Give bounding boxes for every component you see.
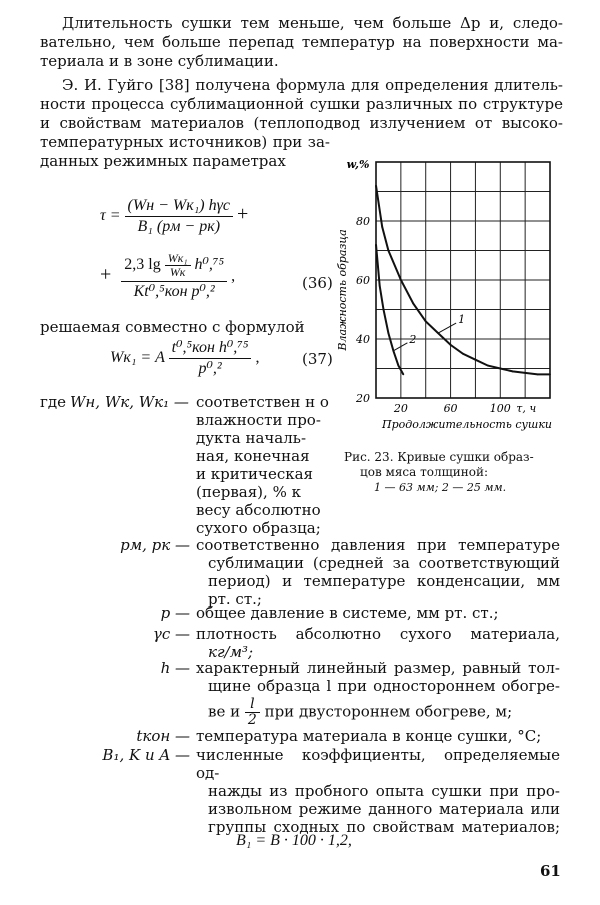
x-tick-label: 60 <box>443 402 458 415</box>
definition-1-line: сухого образца; <box>196 519 321 537</box>
caption-line: цов мяса толщиной: <box>360 465 489 479</box>
definition-2-text <box>196 536 560 608</box>
caption-line: Рис. 23. Кривые сушки образ- <box>344 450 534 464</box>
series-1-point <box>375 185 377 187</box>
definition-7-line: группы сходных по свойствам материалов; <box>208 818 560 836</box>
equation-number-36: (36) <box>302 274 333 292</box>
formula-36-term1-denominator: B₁ (pм − pк) <box>137 218 221 235</box>
definition-7-line: извольном режиме данного материала или <box>208 800 560 818</box>
definition-2-symbol: pм, pк — <box>120 536 190 554</box>
definition-1-line: и критическая <box>196 465 314 483</box>
y-axis-title: Влажность образца <box>336 229 349 351</box>
equation-number-37: (37) <box>302 350 333 368</box>
definition-7-line: численные коэффициенты, определяемые од- <box>196 746 560 782</box>
y-tick-label: 20 <box>356 392 370 405</box>
x-tick-label: 20 <box>393 402 408 415</box>
definition-1-text <box>196 393 336 537</box>
formula-37-numerator: t⁰,⁵кон h⁰,⁷⁵ <box>169 338 252 359</box>
series-2-point <box>397 365 399 367</box>
chart-grid <box>376 162 550 398</box>
chart-ticks <box>355 215 511 415</box>
definition-1-line: дукта началь- <box>196 429 307 447</box>
figure-caption <box>344 450 564 495</box>
definition-2-line: соответственно давления при температуре <box>196 536 560 554</box>
definition-1-line: (первая), % к <box>196 483 301 501</box>
series-1-point <box>381 226 383 228</box>
definition-5-frac-post: при двустороннем обогреве, м; <box>264 702 513 721</box>
definition-4-text <box>196 625 560 661</box>
drying-curves-chart <box>336 150 562 442</box>
paragraph-1-line-2: вательно, чем больше перепад температур на поверхности ма- <box>40 33 563 51</box>
definition-3-text <box>196 604 560 622</box>
formula-37-fraction <box>169 338 252 379</box>
series-2-point <box>388 332 390 334</box>
definition-5-frac-num: l <box>245 697 260 713</box>
formula-36-plus-2: + <box>100 263 112 286</box>
y-unit-label: w,% <box>346 158 370 171</box>
formula-36 <box>100 188 340 316</box>
series-1-point <box>487 365 489 367</box>
definition-5-frac-den: 2 <box>247 712 257 728</box>
definition-4-line: плотность абсолютно сухого материала, <box>196 625 560 643</box>
formula-36-log-prefix: 2,3 lg <box>124 256 161 274</box>
y-tick-label: 40 <box>356 333 370 346</box>
series-2-point <box>379 285 381 287</box>
formula-36-lhs: τ = <box>100 207 121 225</box>
definition-5-line: характерный линейный размер, равный тол- <box>196 659 560 677</box>
series-1-point <box>537 374 539 376</box>
series-1-label: 1 <box>458 313 466 327</box>
definition-1-line: ная, конечная <box>196 447 310 465</box>
definition-7-symbol: B₁, K и A — <box>102 746 190 764</box>
definition-4-line: кг/м³; <box>208 643 254 661</box>
definition-6-line: температура материала в конце сушки, °C; <box>196 727 542 745</box>
definition-5-text <box>196 659 560 728</box>
definition-3-symbol: p — <box>160 604 190 622</box>
definition-1-symbol: Wн, Wк, Wк₁ — <box>70 393 189 411</box>
x-tick-label: 100 <box>489 402 511 415</box>
series-1-leader <box>438 323 456 333</box>
caption-line: 1 — 63 мм; 2 — 25 мм. <box>374 481 507 494</box>
formula-36-log-ratio-denominator: Wк <box>169 265 186 279</box>
series-1-point <box>549 374 551 376</box>
series-1-point <box>450 344 452 346</box>
formula-b1: B₁ = B · 100 · 1,2, <box>236 832 352 849</box>
formula-36-h-power: h⁰,⁷⁵ <box>194 256 225 274</box>
formula-36-comma: , <box>231 267 236 285</box>
paragraph-1-line-1: Длительность сушки тем меньше, чем больше Δp и, следо- <box>62 14 563 32</box>
formula-37 <box>110 338 259 379</box>
chart-labels <box>336 158 552 431</box>
definition-5-symbol: h — <box>160 659 190 677</box>
series-1-point <box>400 279 402 281</box>
y-tick-label: 80 <box>356 215 370 228</box>
formula-36-term1 <box>125 196 234 237</box>
paragraph-2-line-5: данных режимных параметрах <box>40 152 286 170</box>
formula-36-plus-1: + <box>237 203 249 226</box>
definition-5-frac-pre: ве и <box>208 702 241 721</box>
formula-36-log-ratio-numerator: Wк₁ <box>165 252 191 266</box>
definition-2-line: рт. ст.; <box>208 590 262 608</box>
definition-7-text <box>196 746 560 836</box>
solved-with-text: решаемая совместно с формулой <box>40 318 305 336</box>
series-1-point <box>524 372 526 374</box>
definition-7-line: нажды из пробного опыта сушки при про- <box>208 782 560 800</box>
series-1-point <box>425 320 427 322</box>
definition-1-line: влажности про- <box>196 411 321 429</box>
formula-36-term2-denominator: Kt⁰,⁵кон p⁰,² <box>133 283 215 300</box>
paragraph-1-line-3: териала и в зоне сублимации. <box>40 52 279 70</box>
definition-1-line: весу абсолютно <box>196 501 321 519</box>
definition-5-fraction <box>245 697 260 728</box>
series-1-point <box>475 359 477 361</box>
definition-6-symbol: tкон — <box>136 727 190 745</box>
series-1-point <box>499 368 501 370</box>
series-2-point <box>375 244 377 246</box>
x-axis-title: Продолжительность сушки <box>382 418 552 431</box>
formula-37-denominator: p⁰,² <box>198 360 222 377</box>
definition-2-line: сублимации (средней за соответствующий <box>208 554 560 572</box>
formula-37-lhs: Wк₁ = A <box>110 349 165 367</box>
paragraph-2-line-2: ности процесса сублимационной сушки различных по структуре <box>40 95 563 113</box>
series-2-point <box>402 374 404 376</box>
formula-36-term1-numerator: (Wн − Wк₁) hγc <box>125 196 234 217</box>
definition-6-text <box>196 727 560 745</box>
definition-1-line: соответствен н о <box>196 393 329 411</box>
definition-3-line: общее давление в системе, мм рт. ст.; <box>196 604 499 622</box>
series-1-point <box>512 371 514 373</box>
formula-36-term2 <box>121 252 227 302</box>
series-2-point <box>383 309 385 311</box>
formula-37-comma: , <box>255 349 260 367</box>
series-1-point <box>412 303 414 305</box>
page-number: 61 <box>540 862 561 880</box>
x-unit-label: τ, ч <box>516 402 537 415</box>
definition-4-symbol: γc — <box>152 625 190 643</box>
formula-36-log-ratio <box>165 252 191 279</box>
paragraph-2-line-1: Э. И. Гуйго [38] получена формула для определения длитель- <box>62 76 563 94</box>
definition-5-line: щине образца l при одностороннем обогре- <box>208 677 560 695</box>
definitions-intro: где <box>40 393 66 411</box>
series-1-point <box>462 353 464 355</box>
y-tick-label: 60 <box>356 274 370 287</box>
series-2-label: 2 <box>409 332 417 346</box>
series-1-point <box>388 250 390 252</box>
definition-2-line: период) и температуре конденсации, мм <box>208 572 560 590</box>
paragraph-2-line-3: и свойствам материалов (теплоподвод излучением от высоко- <box>40 114 563 132</box>
paragraph-2-line-4: температурных источников) при за- <box>40 133 330 151</box>
